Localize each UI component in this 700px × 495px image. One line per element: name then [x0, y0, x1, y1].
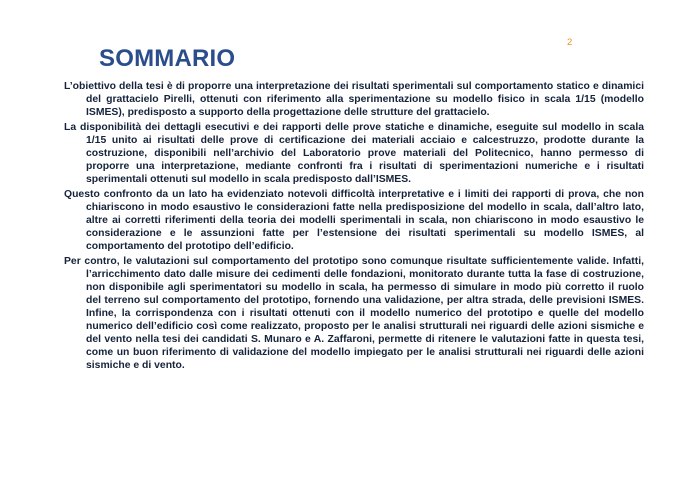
- summary-paragraph-availability: La disponibilità dei dettagli esecutivi e dei rapporti delle prove statiche e dinamiche, eseguite sul modello in scala 1/15 unito ai risultati delle prove di certificazione dei materiali acciaio e calcestruzzo, prodotte durante la costruzione, disponibili nell’archivio del Laboratorio prove materiali del Politecnico, hanno permesso di proporre una interpretazione, mediante confronti fra i risultati di sperimentazioni numeriche e i risultati sperimentali ottenuti sul modello in scala predisposto dall’ISMES.: [64, 122, 644, 185]
- slide-title: SOMMARIO: [99, 45, 236, 72]
- summary-paragraph-objective: L’obiettivo della tesi è di proporre una interpretazione dei risultati sperimentali sul comportamento statico e dinamici del grattacielo Pirelli, ottenuti con riferimento alla sperimentazione su modello fisico in scala 1/15 (modello ISMES), predisposto a supporto della progettazione delle strutture del grattacielo.: [64, 81, 644, 118]
- page-number: 2: [567, 37, 573, 48]
- summary-paragraph-conclusion: Per contro, le valutazioni sul comportamento del prototipo sono comunque risultate sufficientemente valide. Infatti, l’arricchimento dato dalle misure dei cedimenti delle fondazioni, monitorato durante tutta la fase di costruzione, non disponibile agli sperimentatori su modello in scala, ha permesso di simulare in modo più corretto il ruolo del terreno sul comportamento del prototipo, fornendo una validazione, per altra strada, delle previsioni ISMES. Infine, la corrispondenza con i risultati ottenuti con il modello numerico del prototipo e quelle del modello numerico dell’edificio così come realizzato, proposto per le analisi strutturali nei riguardi delle azioni sismiche e del vento nella tesi dei candidati S. Munaro e A. Zaffaroni, permette di ritenere le valutazioni fatte in questa tesi, come un buon riferimento di validazione del modello impiegato per le analisi strutturali nei riguardi delle azioni sismiche e di vento.: [64, 256, 644, 371]
- summary-body: [64, 80, 644, 374]
- summary-paragraph-comparison: Questo confronto da un lato ha evidenziato notevoli difficoltà interpretative e i limiti dei rapporti di prova, che non chiariscono in modo esaustivo le considerazioni fatte nella predisposizione del modello in scala, dall’altro lato, altre ai corretti riferimenti della teoria dei modelli sperimentali in scala, non chiariscono in modo esaustivo le considerazione e le assunzioni fatte per l’estensione dei risultati sperimentali su modello ISMES, al comportamento del prototipo dell’edificio.: [64, 189, 644, 252]
